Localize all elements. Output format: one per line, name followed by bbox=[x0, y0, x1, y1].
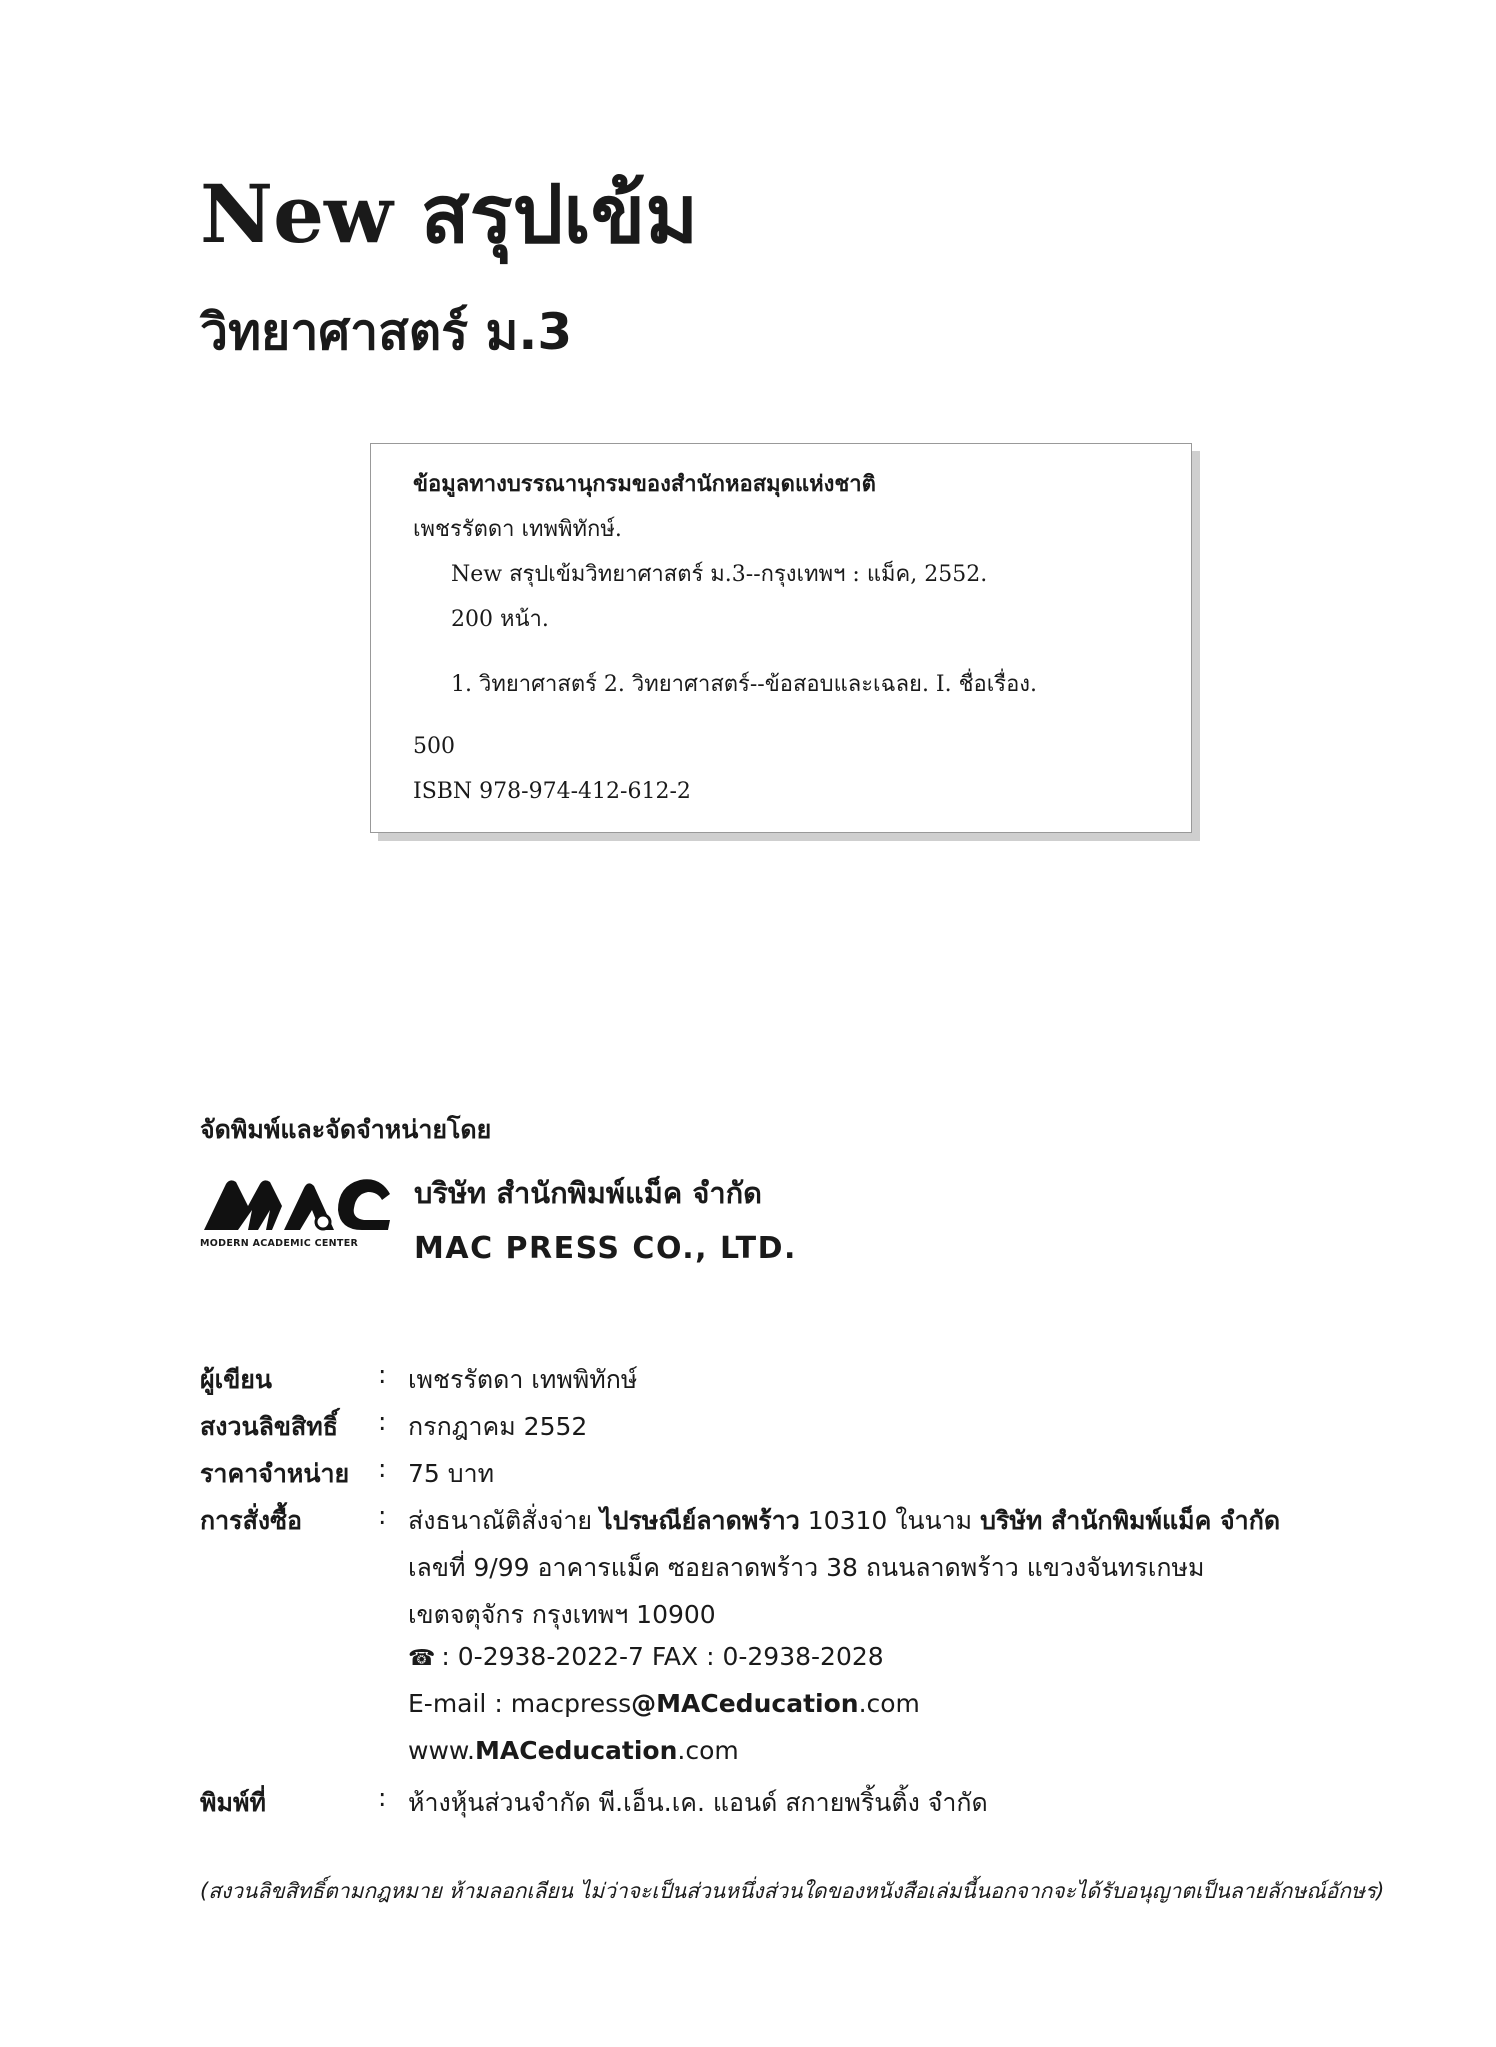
publisher-label: จัดพิมพ์และจัดจำหน่ายโดย bbox=[200, 1115, 492, 1144]
order-text-1: ส่งธนาณัติสั่งจ่าย bbox=[408, 1506, 601, 1535]
colon: : bbox=[378, 1501, 387, 1530]
cip-pages: 200 หน้า. bbox=[451, 607, 549, 632]
copyright-label: สงวนลิขสิทธิ์ bbox=[200, 1412, 339, 1441]
author-value: เพชรรัตดา เทพพิทักษ์ bbox=[408, 1365, 638, 1394]
order-company: บริษัท สำนักพิมพ์แม็ค จำกัด bbox=[980, 1506, 1281, 1535]
company-name-thai: บริษัท สำนักพิมพ์แม็ค จำกัด bbox=[414, 1176, 762, 1210]
address-1: เลขที่ 9/99 อาคารแม็ค ซอยลาดพร้าว 38 ถนนลาดพร้าว แขวงจันทรเกษม bbox=[408, 1553, 1205, 1582]
printer-value: ห้างหุ้นส่วนจำกัด พี.เอ็น.เค. แอนด์ สกายพริ้นติ้ง จำกัด bbox=[408, 1788, 988, 1817]
address-2: เขตจตุจักร กรุงเทพฯ 10900 bbox=[408, 1600, 716, 1629]
logo-caption: MODERN ACADEMIC CENTER bbox=[200, 1238, 359, 1249]
colon: : bbox=[378, 1454, 387, 1483]
copyright-value: กรกฎาคม 2552 bbox=[408, 1412, 588, 1441]
colon: : bbox=[378, 1407, 387, 1436]
printer-label: พิมพ์ที่ bbox=[200, 1788, 266, 1817]
web-domain: MACeducation bbox=[475, 1736, 678, 1765]
copyright-notice: (สงวนลิขสิทธิ์ตามกฎหมาย ห้ามลอกเลียน ไม่ว่าจะเป็นส่วนหนึ่งส่วนใดของหนังสือเล่มนี้นอกจากจะได้รับอนุญาตเป็นลายลักษณ์อักษร) bbox=[200, 1879, 1385, 1903]
book-title: New สรุปเข้ม bbox=[200, 167, 699, 261]
email-prefix: E-mail : macpress bbox=[408, 1689, 632, 1718]
price-label: ราคาจำหน่าย bbox=[200, 1459, 350, 1488]
website-link[interactable] bbox=[408, 1736, 739, 1765]
cip-author: เพชรรัตดา เทพพิทักษ์. bbox=[413, 517, 622, 542]
price-value: 75 บาท bbox=[408, 1459, 495, 1488]
company-name-english: MAC PRESS CO., LTD. bbox=[414, 1231, 797, 1266]
web-prefix: www. bbox=[408, 1736, 475, 1765]
cip-subjects: 1. วิทยาศาสตร์ 2. วิทยาศาสตร์--ข้อสอบและเฉลย. I. ชื่อเรื่อง. bbox=[451, 672, 1038, 697]
phone-value bbox=[408, 1642, 884, 1671]
colon: : bbox=[378, 1360, 387, 1389]
cip-heading: ข้อมูลทางบรรณานุกรมของสำนักหอสมุดแห่งชาติ bbox=[413, 471, 876, 497]
cataloging-in-publication-box bbox=[370, 443, 1192, 833]
author-label: ผู้เขียน bbox=[200, 1365, 273, 1394]
order-value bbox=[408, 1501, 1280, 1541]
phone-text: : 0-2938-2022-7 FAX : 0-2938-2028 bbox=[441, 1642, 884, 1671]
email-domain: @MACeducation bbox=[631, 1689, 859, 1718]
order-text-2: 10310 ในนาม bbox=[799, 1506, 981, 1535]
order-label: การสั่งซื้อ bbox=[200, 1506, 303, 1535]
order-post-office: ไปรษณีย์ลาดพร้าว bbox=[600, 1506, 800, 1535]
web-suffix: .com bbox=[677, 1736, 739, 1765]
colon: : bbox=[378, 1783, 387, 1812]
cip-description: New สรุปเข้มวิทยาศาสตร์ ม.3--กรุงเทพฯ : แม็ค, 2552. bbox=[451, 562, 988, 587]
cip-classification: 500 bbox=[413, 734, 455, 759]
email-value[interactable] bbox=[408, 1689, 920, 1718]
book-subtitle: วิทยาศาสตร์ ม.3 bbox=[200, 303, 573, 361]
cip-isbn: ISBN 978-974-412-612-2 bbox=[413, 779, 691, 804]
email-suffix: .com bbox=[858, 1689, 920, 1718]
telephone-icon: ☎ bbox=[408, 1646, 436, 1671]
